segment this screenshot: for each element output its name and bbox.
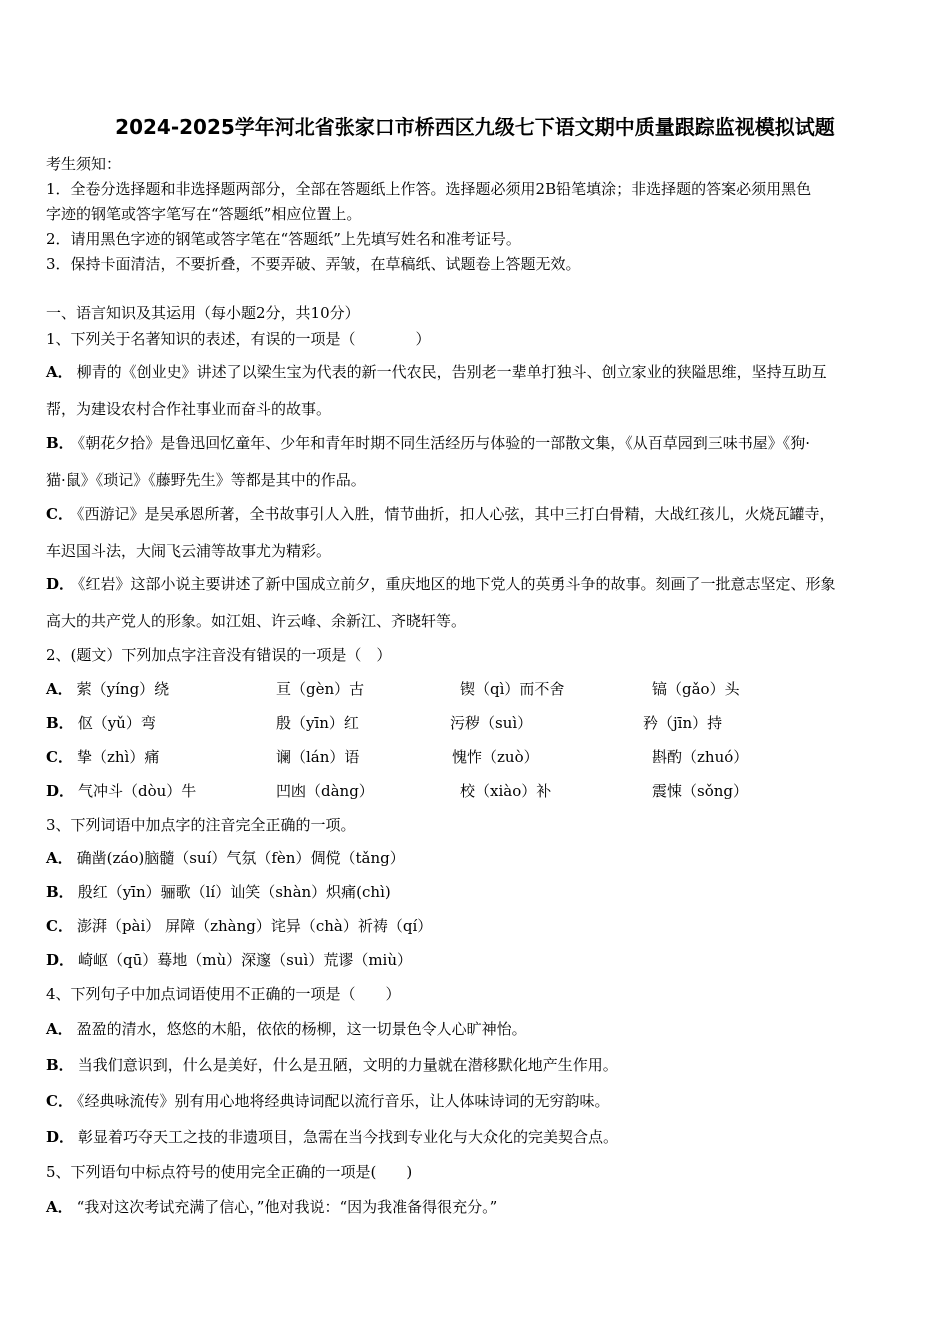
option-label: D． — [46, 1128, 75, 1146]
option-label: B． — [46, 883, 74, 901]
option-label: B． — [46, 1056, 74, 1074]
option-text: 柳青的《创业史》讲述了以梁生宝为代表的新一代农民，告别老一辈单打独斗、创立家业的狭隘思维，坚持互助互 — [76, 363, 827, 381]
q5-option-a — [46, 1196, 497, 1217]
q4-option-c — [46, 1090, 609, 1111]
option-label: D． — [46, 951, 75, 969]
option-label: C． — [46, 917, 73, 935]
option-text: 澎湃（pài） 屏障（zhàng）诧异（chà）祈祷（qí） — [76, 917, 433, 935]
option-cell: 萦（yíng）绕 — [76, 680, 170, 698]
q1-option-a — [46, 361, 827, 382]
q1-option-b — [46, 432, 810, 453]
option-cell: 谰（lán）语 — [276, 748, 360, 766]
notice-line-1: 1．全卷分选择题和非选择题两部分，全部在答题纸上作答。选择题必须用2B铅笔填涂；非选择题的答案必须用黑色 — [46, 180, 812, 198]
q3-option-b — [46, 881, 391, 902]
notice-line-3: 3．保持卡面清洁，不要折叠，不要弄破、弄皱，在草稿纸、试题卷上答题无效。 — [46, 255, 581, 273]
option-text: 《经典咏流传》别有用心地将经典诗词配以流行音乐，让人体味诗词的无穷韵味。 — [76, 1092, 610, 1110]
option-cell: 校（xiào）补 — [460, 782, 552, 800]
notice-line-2: 2．请用黑色字迹的钢笔或答字笔在“答题纸”上先填写姓名和准考证号。 — [46, 230, 521, 248]
option-cell: 斟酌（zhuó） — [652, 748, 749, 766]
option-cell: 锲（qì）而不舍 — [460, 680, 565, 698]
option-label: C． — [46, 505, 73, 523]
section-heading: 一、语言知识及其运用（每小题2分，共10分） — [46, 304, 360, 322]
q1-option-d — [46, 573, 836, 594]
q2-row-a — [46, 678, 169, 699]
question-1-stem: 1、下列关于名著知识的表述，有误的一项是（ ） — [46, 330, 431, 348]
option-text: 当我们意识到，什么是美好，什么是丑陋，文明的力量就在潜移默化地产生作用。 — [77, 1056, 618, 1074]
q4-option-a — [46, 1018, 527, 1039]
option-cell: 亘（gèn）古 — [276, 680, 365, 698]
question-4-stem: 4、下列句子中加点词语使用不正确的一项是（ ） — [46, 985, 401, 1003]
q2-row-d — [46, 780, 196, 801]
option-cell: 矜（jīn）持 — [643, 714, 723, 732]
option-label: A． — [46, 680, 73, 698]
option-cell: 愧怍（zuò） — [452, 748, 539, 766]
option-label: D． — [46, 575, 75, 593]
option-text: 确凿(záo)脑髓（suí）气氛（fèn）倜傥（tǎng） — [76, 849, 405, 867]
q1-option-d-cont: 高大的共产党人的形象。如江姐、许云峰、余新江、齐晓轩等。 — [46, 612, 467, 630]
notice-line-1b: 字迹的钢笔或答字笔写在“答题纸”相应位置上。 — [46, 205, 362, 223]
question-3-stem: 3、下列词语中加点字的注音完全正确的一项。 — [46, 816, 356, 834]
option-text: “我对这次考试充满了信心，”他对我说：“因为我准备得很充分。” — [76, 1198, 498, 1216]
option-label: A． — [46, 1020, 73, 1038]
option-cell: 气冲斗（dòu）牛 — [78, 782, 197, 800]
q1-option-c-cont: 车迟国斗法，大闹飞云浦等故事尤为精彩。 — [46, 542, 332, 560]
option-label: C． — [46, 1092, 73, 1110]
q3-option-c — [46, 915, 432, 936]
q2-row-c — [46, 746, 159, 767]
q4-option-d — [46, 1126, 618, 1147]
q1-option-b-cont: 猫·鼠》《琐记》《藤野先生》等都是其中的作品。 — [46, 471, 366, 489]
notice-heading: 考生须知： — [46, 155, 122, 173]
option-label: A． — [46, 849, 73, 867]
question-2-stem: 2、(题文）下列加点字注音没有错误的一项是（ ） — [46, 646, 392, 664]
q4-option-b — [46, 1054, 618, 1075]
option-text: 《红岩》这部小说主要讲述了新中国成立前夕，重庆地区的地下党人的英勇斗争的故事。刻画了一批意志坚定、形象 — [78, 575, 836, 593]
option-text: 彰显着巧夺天工之技的非遗项目，急需在当今找到专业化与大众化的完美契合点。 — [78, 1128, 619, 1146]
option-label: B． — [46, 714, 74, 732]
option-cell: 凹凼（dàng） — [276, 782, 374, 800]
q3-option-a — [46, 847, 405, 868]
option-cell: 伛（yǔ）弯 — [77, 714, 156, 732]
q1-option-c — [46, 503, 834, 524]
option-text: 《朝花夕拾》是鲁迅回忆童年、少年和青年时期不同生活经历与体验的一部散文集，《从百草园到三味书屋》《狗· — [77, 434, 810, 452]
option-text: 盈盈的清水，悠悠的木船，依依的杨柳，这一切景色令人心旷神怡。 — [76, 1020, 527, 1038]
option-cell: 镐（gǎo）头 — [652, 680, 740, 698]
q3-option-d — [46, 949, 412, 970]
option-cell: 殷（yīn）红 — [276, 714, 359, 732]
option-text: 《西游记》是吴承恩所著，全书故事引人入胜，情节曲折，扣人心弦，其中三打白骨精，大战红孩儿，火烧瓦罐寺， — [76, 505, 835, 523]
option-label: B． — [46, 434, 74, 452]
option-cell: 震悚（sǒng） — [652, 782, 748, 800]
option-label: D． — [46, 782, 75, 800]
q1-option-a-cont: 帮，为建设农村合作社事业而奋斗的故事。 — [46, 400, 332, 418]
option-label: A． — [46, 363, 73, 381]
option-text: 殷红（yīn）骊歌（lí）讪笑（shàn）炽痛(chì) — [77, 883, 391, 901]
option-cell: 挚（zhì）痛 — [76, 748, 160, 766]
question-5-stem: 5、下列语句中标点符号的使用完全正确的一项是( ) — [46, 1163, 413, 1181]
option-cell: 污秽（suì） — [450, 714, 533, 732]
option-text: 崎岖（qū）蓦地（mù）深邃（suì）荒谬（miù） — [78, 951, 413, 969]
q2-row-b — [46, 712, 156, 733]
option-label: C． — [46, 748, 73, 766]
page-title: 2024-2025学年河北省张家口市桥西区九级七下语文期中质量跟踪监视模拟试题 — [115, 115, 835, 139]
option-label: A． — [46, 1198, 73, 1216]
